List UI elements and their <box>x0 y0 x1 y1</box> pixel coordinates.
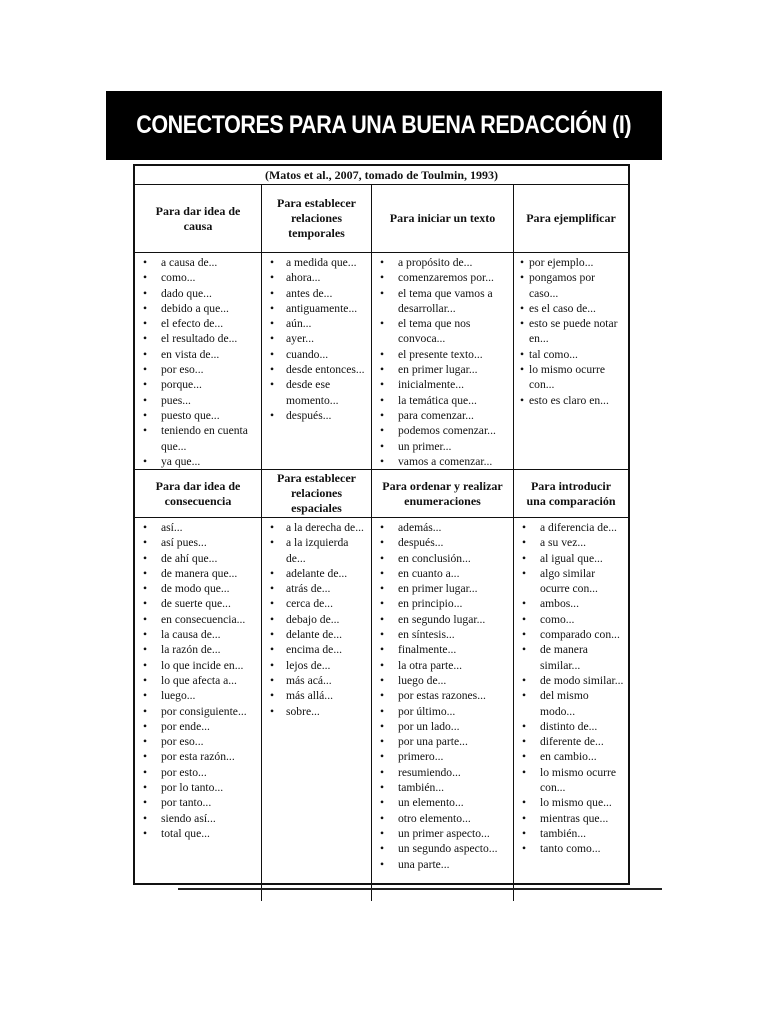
list-item: • la causa de... <box>141 627 258 642</box>
list-item: • después... <box>378 535 510 550</box>
list-item: • a diferencia de... <box>520 520 625 535</box>
column-header: Para dar idea de causa <box>135 185 262 253</box>
list-item: • un primer... <box>378 439 510 454</box>
list-item: • luego... <box>141 688 258 703</box>
list-item: • distinto de... <box>520 719 625 734</box>
list-item: • resumiendo... <box>378 765 510 780</box>
list-item: • la otra parte... <box>378 658 510 673</box>
list-item: • desde entonces... <box>268 362 368 377</box>
list-item: • a medida que... <box>268 255 368 270</box>
page-title: CONECTORES PARA UNA BUENA REDACCIÓN (I) <box>136 111 632 139</box>
list-item: • es el caso de... <box>520 301 625 316</box>
list-item: • a la izquierda de... <box>268 535 368 566</box>
list-item: • también... <box>520 826 625 841</box>
list-item: • vamos a comenzar... <box>378 454 510 469</box>
list-item: • para comenzar... <box>378 408 510 423</box>
list-item: • en conclusión... <box>378 551 510 566</box>
table-section-1 <box>135 185 628 470</box>
list-item: • por consiguiente... <box>141 704 258 719</box>
list-item: • pues... <box>141 393 258 408</box>
list-item: • tal como... <box>520 347 625 362</box>
list-item: • a su vez... <box>520 535 625 550</box>
list-item: • lo que incide en... <box>141 658 258 673</box>
bottom-rule <box>178 888 662 890</box>
list-item: • de modo que... <box>141 581 258 596</box>
list-item: • cerca de... <box>268 596 368 611</box>
list-item: • como... <box>141 270 258 285</box>
list-item: • delante de... <box>268 627 368 642</box>
list-item: • la temática que... <box>378 393 510 408</box>
list-item: • dado que... <box>141 286 258 301</box>
list-item: • comenzaremos por... <box>378 270 510 285</box>
list-item: • ambos... <box>520 596 625 611</box>
list-item: • podemos comenzar... <box>378 423 510 438</box>
connector-list <box>262 253 372 469</box>
list-item: • adelante de... <box>268 566 368 581</box>
list-item: • así... <box>141 520 258 535</box>
list-item: • en síntesis... <box>378 627 510 642</box>
list-item: • antes de... <box>268 286 368 301</box>
list-item: • por último... <box>378 704 510 719</box>
list-item: • ya que... <box>141 454 258 469</box>
list-item: • lo mismo ocurre con... <box>520 362 625 393</box>
list-item: • esto es claro en... <box>520 393 625 408</box>
list-item: • la razón de... <box>141 642 258 657</box>
list-item: • ayer... <box>268 331 368 346</box>
list-item: • por un lado... <box>378 719 510 734</box>
list-item: • en primer lugar... <box>378 581 510 596</box>
list-item: • así pues... <box>141 535 258 550</box>
title-banner <box>106 91 662 160</box>
list-item: • puesto que... <box>141 408 258 423</box>
list-item: • de suerte que... <box>141 596 258 611</box>
list-item: • encima de... <box>268 642 368 657</box>
list-item: • atrás de... <box>268 581 368 596</box>
list-item: • en cambio... <box>520 749 625 764</box>
list-item: • por esto... <box>141 765 258 780</box>
connector-list <box>372 518 514 901</box>
list-item: • algo similar ocurre con... <box>520 566 625 597</box>
list-item: • como... <box>520 612 625 627</box>
list-item: • siendo así... <box>141 811 258 826</box>
list-item: • el presente texto... <box>378 347 510 362</box>
list-item: • en cuanto a... <box>378 566 510 581</box>
list-item: • ahora... <box>268 270 368 285</box>
list-item: • esto se puede notar en... <box>520 316 625 347</box>
list-item: • por eso... <box>141 734 258 749</box>
column-header: Para introducir una comparación <box>514 470 628 518</box>
list-item: • por eso... <box>141 362 258 377</box>
list-item: • tanto como... <box>520 841 625 856</box>
list-item: • por lo tanto... <box>141 780 258 795</box>
column-header: Para ejemplificar <box>514 185 628 253</box>
list-item: • por una parte... <box>378 734 510 749</box>
list-item: • luego de... <box>378 673 510 688</box>
list-item: • porque... <box>141 377 258 392</box>
connector-list <box>262 518 372 901</box>
connector-list <box>514 518 628 901</box>
list-item: • del mismo modo... <box>520 688 625 719</box>
list-item: • otro elemento... <box>378 811 510 826</box>
list-item: • de ahí que... <box>141 551 258 566</box>
connector-list <box>135 253 262 469</box>
column-header: Para iniciar un texto <box>372 185 514 253</box>
list-item: • al igual que... <box>520 551 625 566</box>
list-item: • a la derecha de... <box>268 520 368 535</box>
list-item: • teniendo en cuenta que... <box>141 423 258 454</box>
list-item: • total que... <box>141 826 258 841</box>
list-item: • debido a que... <box>141 301 258 316</box>
list-item: • en consecuencia... <box>141 612 258 627</box>
list-item: • también... <box>378 780 510 795</box>
list-item: • pongamos por caso... <box>520 270 625 301</box>
table-section-2 <box>135 470 628 901</box>
list-item: • por ende... <box>141 719 258 734</box>
list-item: • por estas razones... <box>378 688 510 703</box>
list-item: • por esta razón... <box>141 749 258 764</box>
connectors-table <box>133 164 630 885</box>
list-item: • debajo de... <box>268 612 368 627</box>
list-item: • en segundo lugar... <box>378 612 510 627</box>
list-item: • de modo similar... <box>520 673 625 688</box>
list-item: • sobre... <box>268 704 368 719</box>
list-item: • el efecto de... <box>141 316 258 331</box>
list-item: • el resultado de... <box>141 331 258 346</box>
list-item: • después... <box>268 408 368 423</box>
list-item: • antiguamente... <box>268 301 368 316</box>
list-item: • además... <box>378 520 510 535</box>
list-item: • de manera similar... <box>520 642 625 673</box>
list-item: • una parte... <box>378 857 510 872</box>
list-item: • un elemento... <box>378 795 510 810</box>
list-item: • en principio... <box>378 596 510 611</box>
list-item: • un segundo aspecto... <box>378 841 510 856</box>
list-item: • un primer aspecto... <box>378 826 510 841</box>
list-item: • a causa de... <box>141 255 258 270</box>
connector-list <box>514 253 628 469</box>
list-item: • desde ese momento... <box>268 377 368 408</box>
list-item: • el tema que vamos a desarrollar... <box>378 286 510 317</box>
list-item: • comparado con... <box>520 627 625 642</box>
list-item: • el tema que nos convoca... <box>378 316 510 347</box>
list-item: • diferente de... <box>520 734 625 749</box>
list-item: • primero... <box>378 749 510 764</box>
column-header: Para ordenar y realizar enumeraciones <box>372 470 514 518</box>
column-header: Para dar idea de consecuencia <box>135 470 262 518</box>
connector-list <box>135 518 262 901</box>
connector-list <box>372 253 514 469</box>
list-item: • lo que afecta a... <box>141 673 258 688</box>
citation: (Matos et al., 2007, tomado de Toulmin, 1993) <box>135 166 628 185</box>
list-item: • en vista de... <box>141 347 258 362</box>
list-item: • finalmente... <box>378 642 510 657</box>
list-item: • en primer lugar... <box>378 362 510 377</box>
list-item: • cuando... <box>268 347 368 362</box>
list-item: • lejos de... <box>268 658 368 673</box>
column-header: Para establecer relaciones espaciales <box>262 470 372 518</box>
list-item: • lo mismo que... <box>520 795 625 810</box>
list-item: • de manera que... <box>141 566 258 581</box>
list-item: • por tanto... <box>141 795 258 810</box>
list-item: • a propósito de... <box>378 255 510 270</box>
list-item: • más acá... <box>268 673 368 688</box>
list-item: • por ejemplo... <box>520 255 625 270</box>
list-item: • más allá... <box>268 688 368 703</box>
list-item: • aún... <box>268 316 368 331</box>
list-item: • mientras que... <box>520 811 625 826</box>
list-item: • inicialmente... <box>378 377 510 392</box>
column-header: Para establecer relaciones temporales <box>262 185 372 253</box>
list-item: • lo mismo ocurre con... <box>520 765 625 796</box>
